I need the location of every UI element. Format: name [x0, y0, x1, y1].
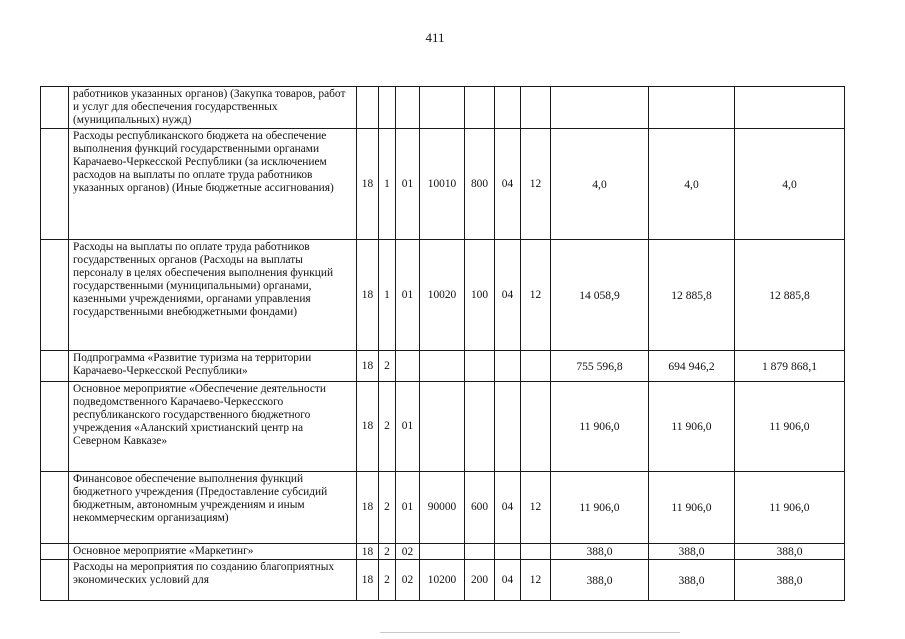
amount-cell: 11 906,0 [551, 472, 649, 544]
budget-table [40, 86, 845, 601]
amount-cell [551, 87, 649, 129]
row-spacer-cell [41, 472, 69, 544]
row-spacer-cell [41, 129, 69, 240]
code-cell [420, 87, 465, 129]
code-cell: 90000 [420, 472, 465, 544]
expense-name-cell: Подпрограмма «Развитие туризма на территории Карачаево-Черкесской Республики» [69, 351, 357, 382]
code-cell [465, 351, 495, 382]
amount-cell [735, 87, 845, 129]
amount-cell: 388,0 [735, 544, 845, 560]
code-cell: 18 [357, 472, 379, 544]
code-cell: 01 [396, 240, 420, 351]
amount-cell: 12 885,8 [649, 240, 735, 351]
code-cell [420, 544, 465, 560]
code-cell: 2 [379, 472, 396, 544]
code-cell [465, 382, 495, 472]
amount-cell [649, 87, 735, 129]
code-cell: 1 [379, 240, 396, 351]
amount-cell: 388,0 [551, 544, 649, 560]
code-cell [465, 544, 495, 560]
code-cell: 2 [379, 544, 396, 560]
code-cell: 18 [357, 240, 379, 351]
code-cell: 10020 [420, 240, 465, 351]
amount-cell: 4,0 [551, 129, 649, 240]
code-cell: 12 [521, 129, 551, 240]
expense-name-cell: Расходы на выплаты по оплате труда работников государственных органов (Расходы на выплаты персоналу в целях обеспечения выполнения функций государственными (муниципальными) органами, казенными учреждениями, органами управления государственными внебюджетными фондами) [69, 240, 357, 351]
code-cell: 02 [396, 544, 420, 560]
code-cell [465, 87, 495, 129]
amount-cell: 11 906,0 [649, 472, 735, 544]
amount-cell: 4,0 [735, 129, 845, 240]
amount-cell: 11 906,0 [735, 472, 845, 544]
code-cell: 18 [357, 560, 379, 601]
table-row [41, 560, 845, 601]
code-cell [379, 87, 396, 129]
row-spacer-cell [41, 240, 69, 351]
code-cell [521, 544, 551, 560]
code-cell: 10200 [420, 560, 465, 601]
code-cell: 100 [465, 240, 495, 351]
code-cell: 2 [379, 382, 396, 472]
row-spacer-cell [41, 560, 69, 601]
code-cell [495, 351, 521, 382]
table-row [41, 472, 845, 544]
code-cell [357, 87, 379, 129]
amount-cell: 12 885,8 [735, 240, 845, 351]
code-cell [420, 382, 465, 472]
code-cell [521, 351, 551, 382]
code-cell: 04 [495, 240, 521, 351]
table-row [41, 129, 845, 240]
amount-cell: 11 906,0 [649, 382, 735, 472]
code-cell: 04 [495, 560, 521, 601]
code-cell [396, 87, 420, 129]
code-cell [495, 382, 521, 472]
code-cell: 12 [521, 560, 551, 601]
expense-name-cell: работников указанных органов) (Закупка товаров, работ и услуг для обеспечения государственных (муниципальных) нужд) [69, 87, 357, 129]
code-cell: 01 [396, 129, 420, 240]
expense-name-cell: Основное мероприятие «Обеспечение деятельности подведомственного Карачаево-Черкесского республиканского государственного бюджетного учреждения «Аланский христианский центр на Северном Кавказе» [69, 382, 357, 472]
expense-name-cell: Расходы на мероприятия по созданию благоприятных экономических условий для [69, 560, 357, 601]
amount-cell: 388,0 [649, 560, 735, 601]
code-cell: 01 [396, 472, 420, 544]
code-cell: 12 [521, 240, 551, 351]
code-cell: 18 [357, 544, 379, 560]
code-cell: 200 [465, 560, 495, 601]
row-spacer-cell [41, 382, 69, 472]
row-spacer-cell [41, 87, 69, 129]
code-cell: 01 [396, 382, 420, 472]
amount-cell: 11 906,0 [735, 382, 845, 472]
code-cell: 1 [379, 129, 396, 240]
code-cell [420, 351, 465, 382]
code-cell: 2 [379, 351, 396, 382]
scan-edge-line [380, 632, 680, 633]
row-spacer-cell [41, 544, 69, 560]
amount-cell: 388,0 [735, 560, 845, 601]
amount-cell: 388,0 [649, 544, 735, 560]
amount-cell: 14 058,9 [551, 240, 649, 351]
code-cell: 10010 [420, 129, 465, 240]
code-cell: 04 [495, 129, 521, 240]
code-cell [495, 544, 521, 560]
page-number: 411 [425, 30, 445, 45]
code-cell: 18 [357, 351, 379, 382]
code-cell: 02 [396, 560, 420, 601]
amount-cell: 1 879 868,1 [735, 351, 845, 382]
amount-cell: 4,0 [649, 129, 735, 240]
table-row [41, 351, 845, 382]
code-cell: 04 [495, 472, 521, 544]
expense-name-cell: Расходы республиканского бюджета на обеспечение выполнения функций государственными органами Карачаево-Черкесской Республики (за исключением расходов на выплаты по оплате труда работников указанных органов) (Иные бюджетные ассигнования) [69, 129, 357, 240]
table-row [41, 382, 845, 472]
code-cell [495, 87, 521, 129]
code-cell: 18 [357, 129, 379, 240]
code-cell: 600 [465, 472, 495, 544]
expense-name-cell: Основное мероприятие «Маркетинг» [69, 544, 357, 560]
row-spacer-cell [41, 351, 69, 382]
table-row [41, 240, 845, 351]
table-row [41, 87, 845, 129]
amount-cell: 11 906,0 [551, 382, 649, 472]
code-cell [521, 87, 551, 129]
code-cell: 2 [379, 560, 396, 601]
amount-cell: 755 596,8 [551, 351, 649, 382]
code-cell: 12 [521, 472, 551, 544]
code-cell: 18 [357, 382, 379, 472]
code-cell [396, 351, 420, 382]
code-cell: 800 [465, 129, 495, 240]
code-cell [521, 382, 551, 472]
amount-cell: 694 946,2 [649, 351, 735, 382]
amount-cell: 388,0 [551, 560, 649, 601]
table-row [41, 544, 845, 560]
expense-name-cell: Финансовое обеспечение выполнения функций бюджетного учреждения (Предоставление субсидий бюджетным, автономным учреждениям и иным некоммерческим организациям) [69, 472, 357, 544]
